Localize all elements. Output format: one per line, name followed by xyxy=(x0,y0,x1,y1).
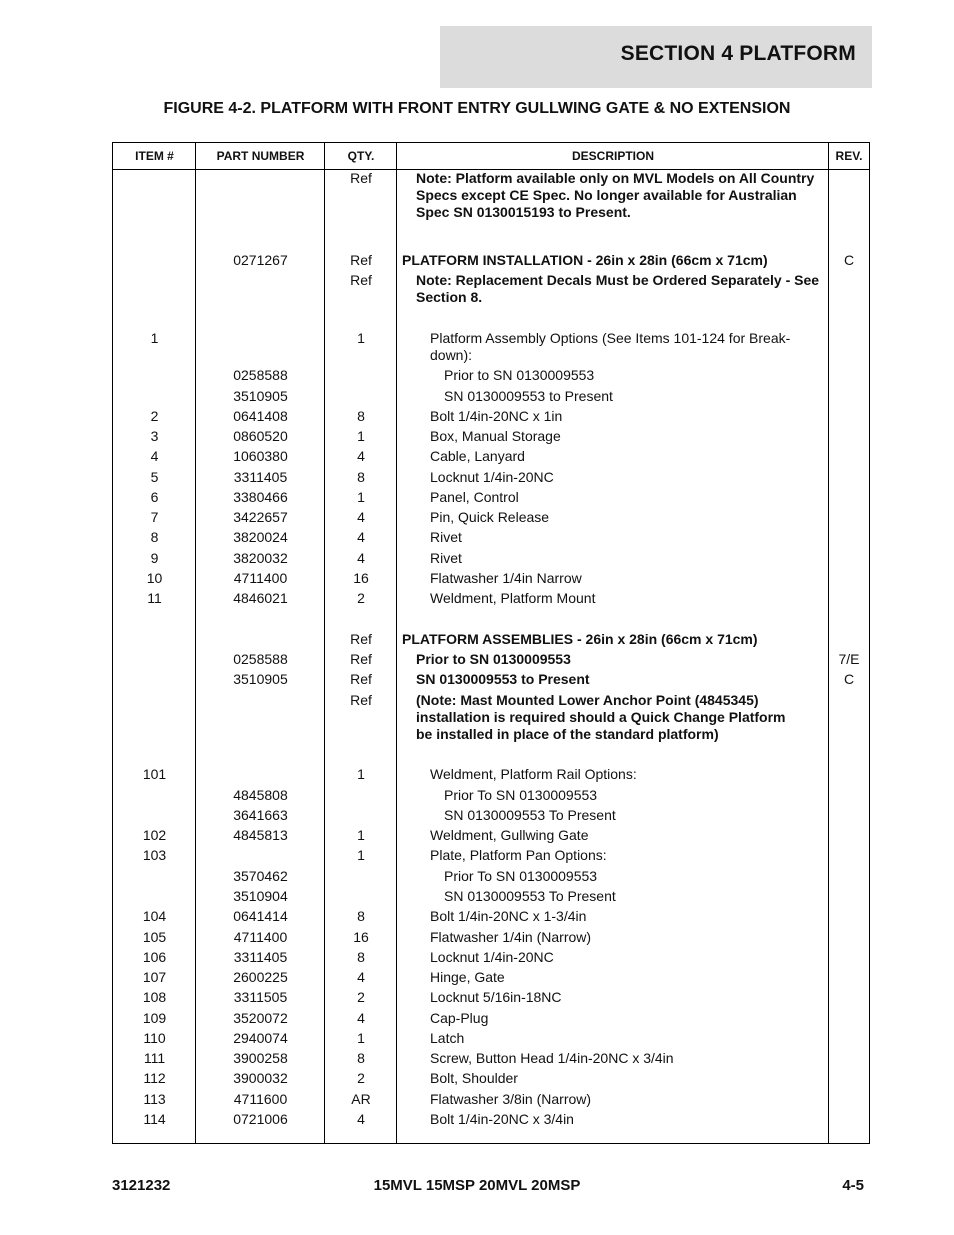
description xyxy=(397,550,829,567)
quantity: 4 xyxy=(357,448,365,464)
quantity: AR xyxy=(351,1091,371,1107)
revision: 7/E xyxy=(838,651,860,667)
quantity: 1 xyxy=(357,847,365,863)
description xyxy=(397,272,829,306)
description xyxy=(397,388,829,405)
quantity: 4 xyxy=(357,550,365,566)
item-number: 1 xyxy=(150,330,159,346)
description-line: Locknut 5/16in-18NC xyxy=(430,989,562,1005)
quantity: 4 xyxy=(357,1111,365,1127)
description-line: Prior To SN 0130009553 xyxy=(444,868,598,884)
part-number: 2600225 xyxy=(233,969,288,985)
quantity: 8 xyxy=(357,469,365,485)
description-line: down): xyxy=(430,347,473,363)
description-line: Bolt 1/4in-20NC x 1-3/4in xyxy=(430,908,587,924)
description xyxy=(397,590,829,607)
quantity: Ref xyxy=(350,272,372,288)
quantity: 4 xyxy=(357,969,365,985)
description-line: Cap-Plug xyxy=(430,1010,489,1026)
description-line: SN 0130009553 to Present xyxy=(444,388,613,404)
description-line: (Note: Mast Mounted Lower Anchor Point (4845345) xyxy=(416,692,759,708)
description-line: Flatwasher 1/4in Narrow xyxy=(430,570,582,586)
description xyxy=(397,929,829,946)
quantity: 16 xyxy=(353,570,369,586)
description-line: Prior to SN 0130009553 xyxy=(416,651,571,667)
part-number: 0860520 xyxy=(233,428,288,444)
description xyxy=(397,908,829,925)
header-rev: REV. xyxy=(835,149,863,163)
description-line: Cable, Lanyard xyxy=(430,448,525,464)
description xyxy=(397,692,829,743)
description xyxy=(397,651,829,668)
quantity: 2 xyxy=(357,989,365,1005)
description-line: installation is required should a Quick Change Platform xyxy=(416,709,786,725)
quantity: 8 xyxy=(357,949,365,965)
item-number: 9 xyxy=(150,550,159,566)
part-number: 0258588 xyxy=(233,651,288,667)
description xyxy=(397,367,829,384)
part-number: 4845808 xyxy=(233,787,288,803)
quantity: 1 xyxy=(357,1030,365,1046)
part-number: 3641663 xyxy=(233,807,288,823)
description xyxy=(397,469,829,486)
part-number: 4711600 xyxy=(233,1091,288,1107)
description-line: Bolt, Shoulder xyxy=(430,1070,518,1086)
description xyxy=(397,847,829,864)
description xyxy=(397,969,829,986)
item-number: 103 xyxy=(142,847,167,863)
part-number: 3510905 xyxy=(233,388,288,404)
description xyxy=(397,888,829,905)
description-line: Rivet xyxy=(430,550,462,566)
description xyxy=(397,570,829,587)
item-number: 3 xyxy=(150,428,159,444)
quantity: 16 xyxy=(353,929,369,945)
description-line: Locknut 1/4in-20NC xyxy=(430,469,554,485)
item-number: 106 xyxy=(142,949,167,965)
description-line: Pin, Quick Release xyxy=(430,509,550,525)
item-number: 109 xyxy=(142,1010,167,1026)
description-line: Flatwasher 1/4in (Narrow) xyxy=(430,929,592,945)
description-line: Plate, Platform Pan Options: xyxy=(430,847,607,863)
description-line: Weldment, Platform Rail Options: xyxy=(430,766,637,782)
item-number: 114 xyxy=(143,1111,166,1127)
description-line: Spec SN 0130015193 to Present. xyxy=(416,204,631,220)
description-line: Flatwasher 3/8in (Narrow) xyxy=(430,1091,592,1107)
quantity: 4 xyxy=(357,509,365,525)
description xyxy=(397,868,829,885)
part-number: 3311405 xyxy=(233,949,288,965)
header-description: DESCRIPTION xyxy=(571,149,654,163)
footer-page-number: 4-5 xyxy=(842,1177,864,1194)
item-number: 110 xyxy=(143,1030,166,1046)
item-number: 8 xyxy=(150,529,159,545)
description xyxy=(397,631,829,648)
part-number: 0258588 xyxy=(233,367,288,383)
quantity: 4 xyxy=(357,529,365,545)
quantity: 1 xyxy=(357,330,365,346)
part-number: 3422657 xyxy=(233,509,288,525)
quantity: 1 xyxy=(357,827,365,843)
part-number: 3900258 xyxy=(233,1050,288,1066)
description-line: Panel, Control xyxy=(430,489,519,505)
description-line: Hinge, Gate xyxy=(430,969,505,985)
item-number: 105 xyxy=(142,929,167,945)
description xyxy=(397,807,829,824)
description xyxy=(397,1010,829,1027)
description-line: be installed in place of the standard platform) xyxy=(416,726,719,742)
description xyxy=(397,1070,829,1087)
part-number: 4845813 xyxy=(233,827,288,843)
quantity: 8 xyxy=(357,1050,365,1066)
header-part-number: PART NUMBER xyxy=(216,149,305,163)
item-number: 111 xyxy=(143,1050,166,1066)
description xyxy=(397,170,829,221)
part-number: 0271267 xyxy=(233,252,288,268)
description-line: SN 0130009553 to Present xyxy=(416,671,590,687)
description xyxy=(397,1030,829,1047)
description xyxy=(397,330,829,364)
description-line: Bolt 1/4in-20NC x 1in xyxy=(430,408,563,424)
part-number: 0721006 xyxy=(233,1111,288,1127)
description xyxy=(397,1050,829,1067)
description-line: Specs except CE Spec. No longer available for Australian xyxy=(416,187,797,203)
part-number: 3900032 xyxy=(233,1070,288,1086)
part-number: 4846021 xyxy=(233,590,288,606)
description xyxy=(397,1111,829,1128)
quantity: 8 xyxy=(357,908,365,924)
item-number: 108 xyxy=(142,989,167,1005)
footer-models: 15MVL 15MSP 20MVL 20MSP xyxy=(373,1177,581,1194)
quantity: Ref xyxy=(350,692,372,708)
footer-doc-number: 3121232 xyxy=(112,1177,171,1194)
description-line: Screw, Button Head 1/4in-20NC x 3/4in xyxy=(430,1050,674,1066)
item-number: 11 xyxy=(147,590,162,606)
description xyxy=(397,787,829,804)
item-number: 4 xyxy=(150,448,159,464)
quantity: Ref xyxy=(350,631,372,647)
item-number: 104 xyxy=(142,908,167,924)
description xyxy=(397,671,829,688)
description-line: Box, Manual Storage xyxy=(430,428,561,444)
quantity: 2 xyxy=(357,590,365,606)
description xyxy=(397,1091,829,1108)
description-line: Note: Replacement Decals Must be Ordered Separately - See xyxy=(416,272,820,288)
part-number: 4711400 xyxy=(233,929,288,945)
quantity: Ref xyxy=(350,252,372,268)
description xyxy=(397,529,829,546)
description-line: Weldment, Gullwing Gate xyxy=(430,827,589,843)
item-number: 107 xyxy=(142,969,167,985)
part-number: 3820024 xyxy=(233,529,288,545)
description xyxy=(397,428,829,445)
description-line: SN 0130009553 To Present xyxy=(444,807,616,823)
description xyxy=(397,448,829,465)
figure-title: FIGURE 4-2. PLATFORM WITH FRONT ENTRY GULLWING GATE & NO EXTENSION xyxy=(163,100,791,117)
part-number: 4711400 xyxy=(233,570,288,586)
part-number: 1060380 xyxy=(233,448,288,464)
part-number: 3311405 xyxy=(233,469,288,485)
part-number: 2940074 xyxy=(233,1030,288,1046)
part-number: 3820032 xyxy=(233,550,288,566)
description-line: Bolt 1/4in-20NC x 3/4in xyxy=(430,1111,574,1127)
item-number: 112 xyxy=(143,1070,166,1086)
header-qty: QTY. xyxy=(347,149,375,163)
part-number: 3510905 xyxy=(233,671,288,687)
description xyxy=(397,489,829,506)
part-number: 3311505 xyxy=(233,989,288,1005)
description xyxy=(397,989,829,1006)
quantity: 1 xyxy=(357,766,365,782)
item-number: 5 xyxy=(150,469,159,485)
item-number: 10 xyxy=(146,570,163,586)
header-item: ITEM # xyxy=(135,149,174,163)
quantity: 1 xyxy=(357,489,365,505)
description xyxy=(397,252,829,269)
item-number: 7 xyxy=(150,509,159,525)
item-number: 102 xyxy=(142,827,167,843)
quantity: 1 xyxy=(357,428,365,444)
description xyxy=(397,408,829,425)
description-line: PLATFORM INSTALLATION - 26in x 28in (66cm x 71cm) xyxy=(402,252,768,268)
item-number: 2 xyxy=(150,408,159,424)
description xyxy=(397,766,829,783)
quantity: 2 xyxy=(357,1070,365,1086)
item-number: 101 xyxy=(142,766,167,782)
quantity: 8 xyxy=(357,408,365,424)
parts-table xyxy=(112,142,870,1144)
description-line: SN 0130009553 To Present xyxy=(444,888,616,904)
quantity: Ref xyxy=(350,671,372,687)
section-header-banner xyxy=(440,26,872,88)
description-line: Prior to SN 0130009553 xyxy=(444,367,595,383)
item-number: 6 xyxy=(150,489,159,505)
description-line: Platform Assembly Options (See Items 101-124 for Break- xyxy=(430,330,791,346)
description-line: Prior To SN 0130009553 xyxy=(444,787,598,803)
description-line: Latch xyxy=(430,1030,465,1046)
quantity: Ref xyxy=(350,170,372,186)
part-number: 3510904 xyxy=(233,888,288,904)
description xyxy=(397,827,829,844)
description-line: Rivet xyxy=(430,529,462,545)
part-number: 0641408 xyxy=(233,408,288,424)
description-line: Weldment, Platform Mount xyxy=(430,590,596,606)
description-line: Section 8. xyxy=(416,289,483,305)
part-number: 3380466 xyxy=(233,489,288,505)
section-title: SECTION 4 PLATFORM xyxy=(620,42,856,65)
quantity: Ref xyxy=(350,651,372,667)
revision: C xyxy=(843,252,855,268)
description xyxy=(397,949,829,966)
description xyxy=(397,509,829,526)
part-number: 3520072 xyxy=(233,1010,288,1026)
part-number: 0641414 xyxy=(233,908,288,924)
quantity: 4 xyxy=(357,1010,365,1026)
revision: C xyxy=(843,671,855,687)
part-number: 3570462 xyxy=(233,868,288,884)
description-line: PLATFORM ASSEMBLIES - 26in x 28in (66cm x 71cm) xyxy=(402,631,758,647)
description-line: Note: Platform available only on MVL Models on All Country xyxy=(416,170,815,186)
description-line: Locknut 1/4in-20NC xyxy=(430,949,554,965)
item-number: 113 xyxy=(143,1091,166,1107)
